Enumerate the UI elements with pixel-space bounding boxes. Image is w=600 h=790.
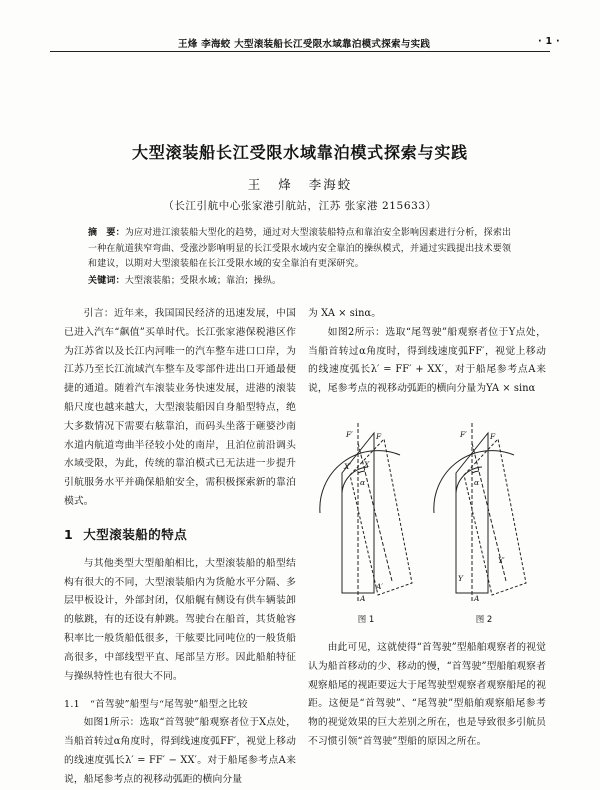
fig1-label-fprime: F′ — [346, 429, 353, 439]
section-number: 1 — [64, 526, 74, 542]
fig2-label-yprime: Y′ — [498, 555, 505, 565]
section-heading — [64, 525, 296, 543]
fig2-label-fprime: F′ — [460, 429, 467, 439]
article-authors: 王 烽 李海蛟 — [247, 177, 353, 192]
subsection-paragraph: 如图1所示：选取“首驾驶”船观察者位于X点处，当船首转过α角度时，得到线速度弧FF′，视觉上移动的线速度弧长λ′ = FF′ − XX′。对于船尾参考点A来说，船尾参考点的视移动弧距的横向分量 — [64, 717, 296, 785]
fig1-label-a: A — [360, 593, 366, 603]
intro-paragraph: 引言：近年来，我国国民经济的迅速发展，中国已进入汽车“飙值”买单时代。长江张家港保税港区作为江苏省以及长江内河唯一的汽车整车进口口岸，为江苏乃至长江流域汽车整车及零部件进出口开通最便捷的通道。随着汽车滚装业务快速发展，进港的滚装船尺度也越来越大，大型滚装船因自身船型特点，绝大多数情况下需要右舷靠泊，而码头坐落于砸婆沙南水道内航道弯曲半径较小处的南岸，且泊位前沿调头水域受限，为此，传统的靠泊模式已无法进一步提升引航服务水平并确保船舶安全，需积极探索新的靠泊模式。 — [64, 308, 296, 507]
fig1-label-x: X — [364, 459, 370, 469]
fig2-label-f: F — [490, 431, 496, 441]
header-rule — [50, 51, 550, 52]
article-title: 大型滚装船长江受限水域靠泊模式探索与实践 — [131, 143, 468, 162]
fig2-hull-rotated — [464, 439, 526, 595]
running-head-text: 王烽 李海蛟 大型滚装船长江受限水域靠泊模式探索与实践 — [178, 39, 431, 50]
fig2-label-alpha: α — [474, 477, 480, 487]
keywords-label: 关键词： — [88, 276, 125, 286]
fig1-alpha-arc — [358, 471, 365, 473]
abstract — [88, 226, 518, 273]
running-head — [0, 36, 600, 50]
fig1-label-alpha: α — [360, 477, 366, 487]
section-title: 大型滚装船的特点 — [83, 526, 188, 542]
left-column — [64, 305, 296, 790]
abstract-label: 摘 要： — [88, 228, 125, 238]
right-column — [308, 305, 546, 752]
figure-2 — [428, 403, 540, 608]
article-affiliation: （长江引航中心张家港引航站，江苏 张家港 215633） — [163, 200, 437, 212]
fig1-label-f: F — [376, 431, 382, 441]
subsection-heading — [64, 696, 296, 710]
conclusion-paragraph: 由此可见，这就使得“首驾驶”型船舶观察者的视觉认为船首移动的少、移动的慢，“首驾驶”型船舶观察者观察船尾的视距要远大于尾驾驶型观察者观察船尾的视距。这便是“首驾驶”、“尾驾驶”型船舶观察船尾参考物的视觉效果的巨大差别之所在，也是导致很多引航员不习惯引领“首驾驶”型船的原因之所在。 — [308, 641, 546, 747]
fig1-label-xprime: X′ — [344, 461, 352, 471]
figure-1-caption: 图 1 — [357, 614, 375, 625]
fig2-label-y: Y — [458, 573, 463, 583]
page-number: · 1 · — [538, 36, 560, 47]
continued-formula: 为 XA × sinα。 — [308, 308, 382, 319]
subsection-title: “首驾驶”船型与“尾驾驶”船型之比较 — [90, 699, 248, 711]
subsection-number: 1.1 — [64, 699, 81, 711]
fig1-label-aprime: A′ — [376, 581, 384, 591]
figures — [308, 403, 546, 633]
abstract-text: 为应对进江滚装船大型化的趋势，通过对大型滚装船特点和靠泊安全影响因素进行分析，探索出一种在航道狭窄弯曲、受涨沙影响明显的长江受限水域内安全靠泊的操纵模式，并通过实践提出技术要领和建议，以期对大型滚装船在长江受限水域的安全靠泊有更深研究。 — [88, 228, 512, 269]
figure-2-caption: 图 2 — [475, 614, 493, 625]
figure-1 — [312, 403, 424, 608]
fig2-label-a: A — [474, 593, 480, 603]
section-paragraph: 与其他类型大型船舶相比，大型滚装船的船型结构有很大的不同，大型滚装船内为货舱水平分隔、多层甲板设计，外部封闭，仅船艉有侧设有供车辆装卸的舷跳，有的还设有舯跳。驾驶台在船首，其货舱容积率比一般货船低很多，干舷要比同吨位的一般货船高很多，中部线型平直、尾部呈方形。因此船舶特征与操纵特性也有很大不同。 — [64, 557, 296, 682]
figure2-paragraph: 如图2所示：选取“尾驾驶”船观察者位于Y点处，当船首转过α角度时，得到线速度弧FF′，视觉上移动的线速度弧长λ′ = FF′ + XX′，对于船尾参考点A来说，尾参考点的视移动弧距的横向分量为YA × sinα — [308, 326, 546, 395]
fig1-hull-rotated — [350, 439, 412, 595]
fig2-alpha-arc — [472, 471, 479, 473]
keywords-text: 大型滚装船；受限水域；靠泊；操纵。 — [124, 276, 282, 286]
keywords — [88, 274, 518, 289]
